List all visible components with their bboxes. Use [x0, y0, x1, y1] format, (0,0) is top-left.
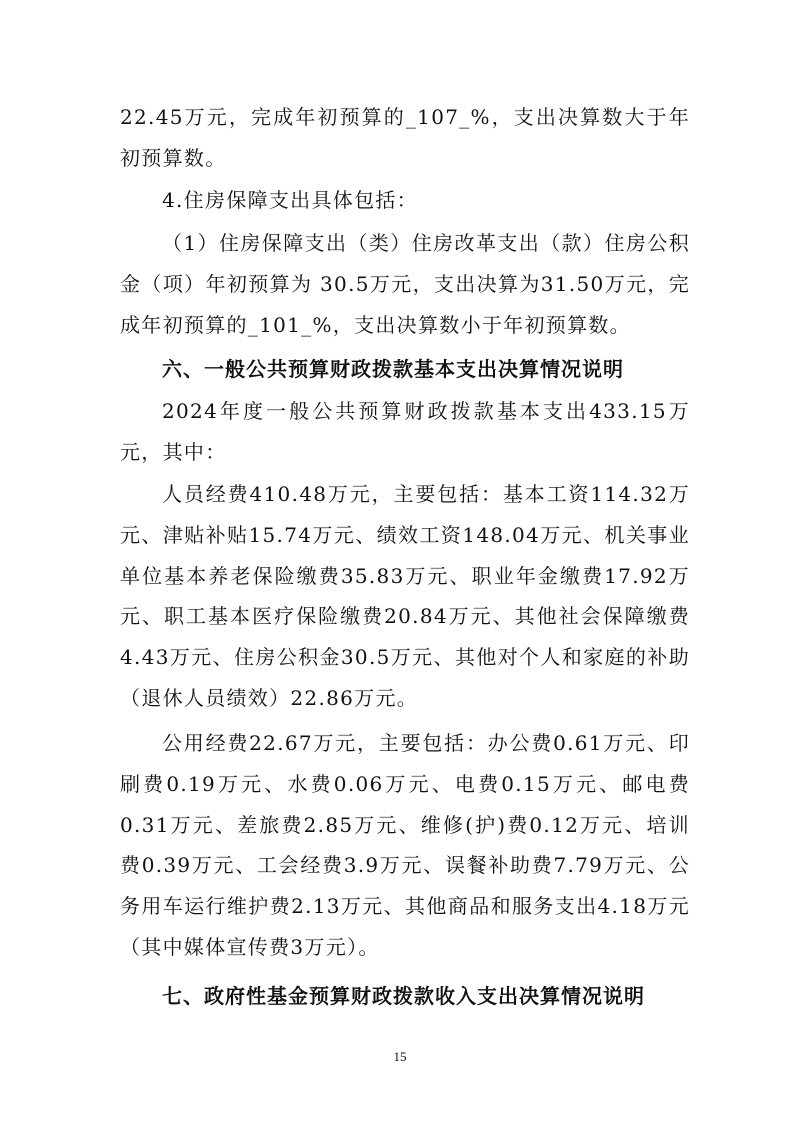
- paragraph-housing-title: 4.住房保障支出具体包括：: [162, 188, 418, 212]
- page-number: 15: [393, 1049, 407, 1064]
- section-heading-6: 六、一般公共预算财政拨款基本支出决算情况说明: [162, 357, 624, 381]
- paragraph-public-expenses: 公用经费22.67万元，主要包括：办公费0.61万元、印刷费0.19万元、水费0.06万元、电费0.15万元、邮电费0.31万元、差旅费2.85万元、维修(护)费0.12万元、培训费0.39万元、工会经费3.9万元、误餐补助费7.79万元、公务用车运行维护费2.13万元、其他商品和服务支出4.18万元（其中媒体宣传费3万元）。: [120, 731, 690, 959]
- paragraph-housing-detail: （1）住房保障支出（类）住房改革支出（款）住房公积金（项）年初预算为 30.5万元，支出决算为31.50万元，完成年初预算的_101_%，支出决算数小于年初预算数。: [120, 231, 690, 337]
- section-heading-7: 七、政府性基金预算财政拨款收入支出决算情况说明: [162, 984, 645, 1008]
- paragraph-personnel-expenses: 人员经费410.48万元，主要包括：基本工资114.32万元、津贴补贴15.74万元、绩效工资148.04万元、机关事业单位基本养老保险缴费35.83万元、职业年金缴费17.92万元、职工基本医疗保险缴费20.84万元、其他社会保障缴费4.43万元、住房公积金30.5万元、其他对个人和家庭的补助（退休人员绩效）22.86万元。: [120, 482, 690, 710]
- paragraph-basic-expenditure: 2024年度一般公共预算财政拨款基本支出433.15万元，其中：: [120, 399, 690, 464]
- paragraph-continued: 22.45万元，完成年初预算的_107_%，支出决算数大于年初预算数。: [120, 105, 690, 170]
